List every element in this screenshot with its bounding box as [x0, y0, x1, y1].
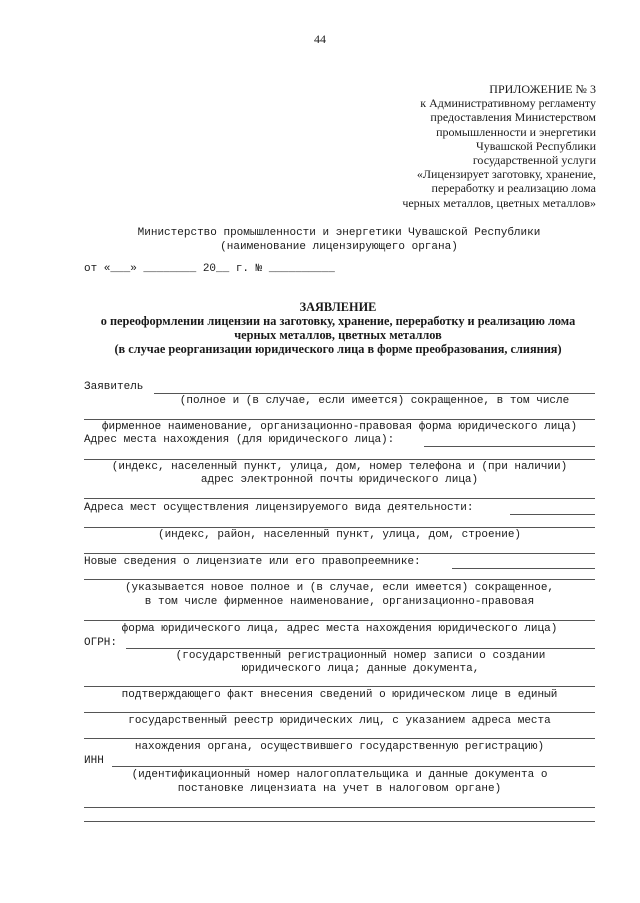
inn-field-continued[interactable]	[84, 807, 595, 808]
inn-field-continued[interactable]	[84, 821, 595, 822]
applicant-label: Заявитель	[84, 381, 144, 393]
ogrn-field-continued[interactable]	[84, 686, 595, 687]
new-info-hint: в том числе фирменное наименование, организационно-правовая	[144, 596, 535, 608]
new-info-field[interactable]	[452, 568, 595, 569]
applicant-hint: (полное и (в случае, если имеется) сокращенное, в том числе	[179, 395, 570, 407]
inn-label: ИНН	[84, 755, 104, 767]
new-info-hint: (указывается новое полное и (в случае, если имеется) сокращенное,	[124, 582, 555, 594]
applicant-hint: фирменное наименование, организационно-правовая форма юридического лица)	[101, 421, 578, 433]
activity-addresses-hint: (индекс, район, населенный пункт, улица, дом, строение)	[157, 529, 522, 541]
title-heading: ЗАЯВЛЕНИЕ	[299, 300, 377, 314]
ogrn-hint: (государственный регистрационный номер записи о создании	[175, 650, 546, 662]
appendix-line: государственной услуги	[472, 153, 596, 168]
activity-addresses-field[interactable]	[510, 514, 595, 515]
applicant-field-continued[interactable]	[84, 419, 595, 420]
ogrn-hint: государственный реестр юридических лиц, с указанием адреса места	[128, 715, 551, 727]
activity-addresses-field-continued[interactable]	[84, 553, 595, 554]
ogrn-field-continued[interactable]	[84, 738, 595, 739]
address-field[interactable]	[424, 446, 595, 447]
appendix-line: переработку и реализацию лома	[431, 181, 596, 196]
ogrn-field-continued[interactable]	[84, 712, 595, 713]
title-subject-line: черных металлов, цветных металлов	[234, 328, 442, 342]
activity-addresses-field-continued[interactable]	[84, 527, 595, 528]
address-hint: (индекс, населенный пункт, улица, дом, номер телефона и (при наличии)	[111, 461, 568, 473]
new-info-label: Новые сведения о лицензиате или его правопреемнике:	[84, 556, 421, 568]
ogrn-hint: нахождения органа, осуществившего государственную регистрацию)	[134, 741, 545, 753]
document-title	[78, 300, 598, 356]
ministry-name: Министерство промышленности и энергетики Чувашской Республики	[137, 227, 541, 239]
title-condition-line: (в случае реорганизации юридического лица в форме преобразования, слияния)	[114, 342, 562, 356]
inn-hint: (идентификационный номер налогоплательщика и данные документа о	[131, 769, 548, 781]
date-number-line: от «___» ________ 20__ г. № __________	[84, 263, 335, 275]
appendix-line: предоставления Министерством	[430, 110, 596, 125]
address-field-continued[interactable]	[84, 459, 595, 460]
inn-field[interactable]	[112, 766, 595, 767]
appendix-line: «Лицензирует заготовку, хранение,	[416, 167, 596, 182]
address-hint: адрес электронной почты юридического лица)	[200, 474, 479, 486]
applicant-field[interactable]	[154, 393, 595, 394]
appendix-line: ПРИЛОЖЕНИЕ № 3	[489, 82, 596, 96]
appendix-line: Чувашской Республики	[475, 138, 596, 153]
appendix-line: к Административному регламенту	[420, 96, 596, 111]
ogrn-hint: подтверждающего факт внесения сведений о юридическом лице в единый	[121, 689, 558, 701]
appendix-line: черных металлов, цветных металлов»	[402, 195, 596, 210]
new-info-field-continued[interactable]	[84, 620, 595, 621]
activity-addresses-label: Адреса мест осуществления лицензируемого вида деятельности:	[84, 502, 474, 514]
ogrn-hint: юридического лица; данные документа,	[241, 663, 480, 675]
title-subject-line: о переоформлении лицензии на заготовку, хранение, переработку и реализацию лома	[100, 314, 576, 328]
ministry-caption: (наименование лицензирующего органа)	[220, 241, 458, 253]
ogrn-field[interactable]	[126, 648, 595, 649]
licensing-authority	[84, 226, 594, 254]
ogrn-label: ОГРН:	[84, 637, 118, 649]
inn-hint: постановке лицензиата на учет в налоговом органе)	[177, 783, 502, 795]
appendix-line: промышленности и энергетики	[436, 124, 596, 139]
address-label: Адрес места нахождения (для юридического лица):	[84, 434, 395, 446]
appendix-header	[296, 82, 596, 210]
new-info-field-continued[interactable]	[84, 579, 595, 580]
page-number: 44	[314, 32, 326, 46]
new-info-hint: форма юридического лица, адрес места нахождения юридического лица)	[121, 623, 558, 635]
address-field-continued[interactable]	[84, 498, 595, 499]
